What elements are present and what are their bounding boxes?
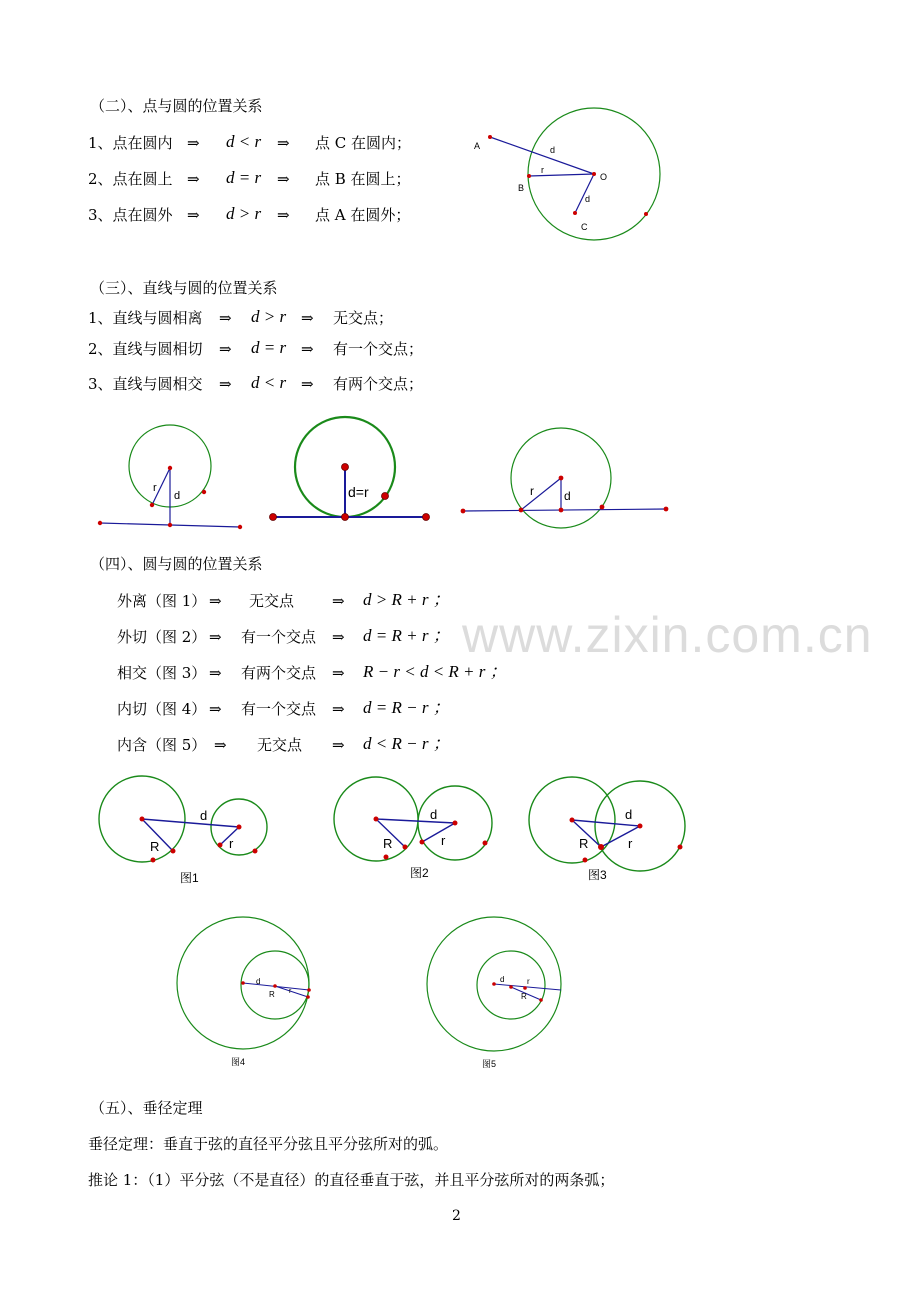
segment-r <box>422 823 455 842</box>
segment-d <box>376 819 455 823</box>
label-d-intersect: d <box>564 489 571 503</box>
s4-row-2-cond: d = R + r ； <box>363 626 450 645</box>
label-r-intersect: r <box>530 484 534 498</box>
s4-row-5-cond: d < R − r ； <box>363 734 450 753</box>
tangent-point <box>307 988 311 992</box>
label-d: d <box>256 977 261 986</box>
implies-arrow: ⇒ <box>277 134 290 152</box>
center-big <box>570 818 575 823</box>
s4-row-4-pre: 内切（图 4） <box>117 700 207 718</box>
label-r: r <box>229 836 234 851</box>
s2-row-1-pre: 1、点在圆内 <box>88 134 173 152</box>
center-big <box>140 817 145 822</box>
center-small <box>509 985 513 989</box>
label-r: r <box>527 977 530 986</box>
center-big <box>241 981 245 985</box>
label-d: d <box>430 807 438 822</box>
point <box>306 995 310 999</box>
implies-arrow: ⇒ <box>332 664 345 682</box>
s4-row-1-cond: d > R + r ； <box>363 590 450 609</box>
figure-4 <box>177 917 311 1067</box>
point <box>420 840 425 845</box>
label-R: R <box>269 990 275 999</box>
label-r: r <box>628 836 633 851</box>
label-R: R <box>579 836 589 851</box>
implies-arrow: ⇒ <box>219 375 232 393</box>
theorem-text: 垂径定理：垂直于弦的直径平分弦且平分弦所对的弧。 <box>88 1135 449 1153</box>
caption-figure-5: 图5 <box>482 1059 497 1069</box>
implies-arrow: ⇒ <box>219 309 232 327</box>
s4-row-4-cond: d = R − r ； <box>363 698 450 717</box>
implies-arrow: ⇒ <box>332 700 345 718</box>
implies-arrow: ⇒ <box>187 206 200 224</box>
section-title-perpendicular-diameter: （五）、垂径定理 <box>90 1099 203 1117</box>
caption-figure-4: 图4 <box>231 1057 246 1067</box>
label-d: d <box>200 808 208 823</box>
label-d-OC: d <box>585 194 591 204</box>
caption-figure-2: 图2 <box>410 866 429 880</box>
implies-arrow: ⇒ <box>219 340 232 358</box>
point <box>678 845 683 850</box>
s4-row-2-mid: 有一个交点 <box>241 628 317 646</box>
s2-row-3-cond: d > r <box>226 204 262 223</box>
figure-2 <box>334 777 492 880</box>
label-A: A <box>474 141 481 151</box>
label-d-OA: d <box>550 145 556 155</box>
point <box>253 849 258 854</box>
section-title-point-circle: （二）、点与圆的位置关系 <box>90 97 263 115</box>
s4-row-3-pre: 相交（图 3） <box>117 664 207 682</box>
s3-row-2-res: 有一个交点； <box>333 340 424 358</box>
s2-row-1-cond: d < r <box>226 132 262 151</box>
implies-arrow: ⇒ <box>332 628 345 646</box>
figure-3 <box>529 777 685 882</box>
s2-row-2-pre: 2、点在圆上 <box>88 170 173 188</box>
caption-figure-3: 图3 <box>588 868 607 882</box>
s3-row-1-pre: 1、直线与圆相离 <box>88 309 203 327</box>
s4-row-5-pre: 内含（图 5） <box>117 736 207 754</box>
center-small <box>453 821 458 826</box>
label-r: r <box>441 833 446 848</box>
s4-row-1-mid: 无交点 <box>249 592 295 610</box>
implies-arrow: ⇒ <box>209 664 222 682</box>
implies-arrow: ⇒ <box>214 736 227 754</box>
s4-row-3-mid: 有两个交点 <box>241 664 317 682</box>
s2-row-1-res: 点 C 在圆内； <box>315 134 412 152</box>
page-number: 2 <box>452 1208 461 1224</box>
s2-row-2-res: 点 B 在圆上； <box>315 170 411 188</box>
label-C: C <box>581 222 588 232</box>
s3-row-1-cond: d > r <box>251 307 287 326</box>
point <box>523 986 527 990</box>
point <box>483 841 488 846</box>
s3-row-3-cond: d < r <box>251 373 287 392</box>
point <box>384 855 389 860</box>
label-B: B <box>518 183 525 193</box>
s4-row-1-pre: 外离（图 1） <box>117 592 207 610</box>
label-r-separate: r <box>153 482 157 494</box>
s2-row-2-cond: d = r <box>226 168 262 187</box>
label-r: r <box>289 988 292 995</box>
center-small <box>638 824 643 829</box>
implies-arrow: ⇒ <box>301 309 314 327</box>
label-R: R <box>150 839 160 854</box>
point <box>403 845 408 850</box>
point <box>539 998 543 1002</box>
s3-row-3-pre: 3、直线与圆相交 <box>88 375 203 393</box>
point <box>171 849 176 854</box>
intersection-point <box>598 844 604 850</box>
label-O: O <box>600 172 608 182</box>
center-big <box>492 982 496 986</box>
implies-arrow: ⇒ <box>209 592 222 610</box>
s2-row-3-res: 点 A 在圆外； <box>315 206 411 224</box>
label-R: R <box>383 836 393 851</box>
implies-arrow: ⇒ <box>301 375 314 393</box>
circle-small <box>477 951 545 1019</box>
label-d-eq-r: d=r <box>348 484 369 500</box>
corollary-1-text: 推论 1：（1）平分弦（不是直径）的直径垂直于弦，并且平分弦所对的两条弧； <box>88 1171 615 1189</box>
implies-arrow: ⇒ <box>277 206 290 224</box>
s3-row-2-pre: 2、直线与圆相切 <box>88 340 203 358</box>
implies-arrow: ⇒ <box>277 170 290 188</box>
implies-arrow: ⇒ <box>187 134 200 152</box>
label-d: d <box>625 807 633 822</box>
label-R: R <box>521 992 527 1001</box>
label-d-separate: d <box>174 490 181 502</box>
s3-row-2-cond: d = r <box>251 338 287 357</box>
point <box>151 858 156 863</box>
caption-figure-1: 图1 <box>180 871 199 885</box>
s3-row-3-res: 有两个交点； <box>333 375 424 393</box>
s4-row-3-cond: R − r < d < R + r ； <box>363 662 507 681</box>
s4-row-5-mid: 无交点 <box>257 736 303 754</box>
s4-row-2-pre: 外切（图 2） <box>117 628 207 646</box>
label-r: r <box>541 165 544 175</box>
segment-d <box>142 819 239 827</box>
section-title-line-circle: （三）、直线与圆的位置关系 <box>90 279 278 297</box>
section-title-circle-circle: （四）、圆与圆的位置关系 <box>90 555 263 573</box>
center-small <box>237 825 242 830</box>
center-small <box>273 984 277 988</box>
implies-arrow: ⇒ <box>209 700 222 718</box>
s3-row-1-res: 无交点； <box>333 309 394 327</box>
label-d: d <box>500 975 505 984</box>
implies-arrow: ⇒ <box>187 170 200 188</box>
watermark: www.zixin.com.cn <box>462 607 873 663</box>
implies-arrow: ⇒ <box>209 628 222 646</box>
point <box>583 858 588 863</box>
implies-arrow: ⇒ <box>332 736 345 754</box>
segment-r <box>601 826 640 847</box>
center-big <box>374 817 379 822</box>
s2-row-3-pre: 3、点在圆外 <box>88 206 173 224</box>
figure-1 <box>99 776 267 885</box>
point <box>218 843 223 848</box>
figure-5 <box>427 917 561 1069</box>
s4-row-4-mid: 有一个交点 <box>241 700 317 718</box>
implies-arrow: ⇒ <box>301 340 314 358</box>
implies-arrow: ⇒ <box>332 592 345 610</box>
